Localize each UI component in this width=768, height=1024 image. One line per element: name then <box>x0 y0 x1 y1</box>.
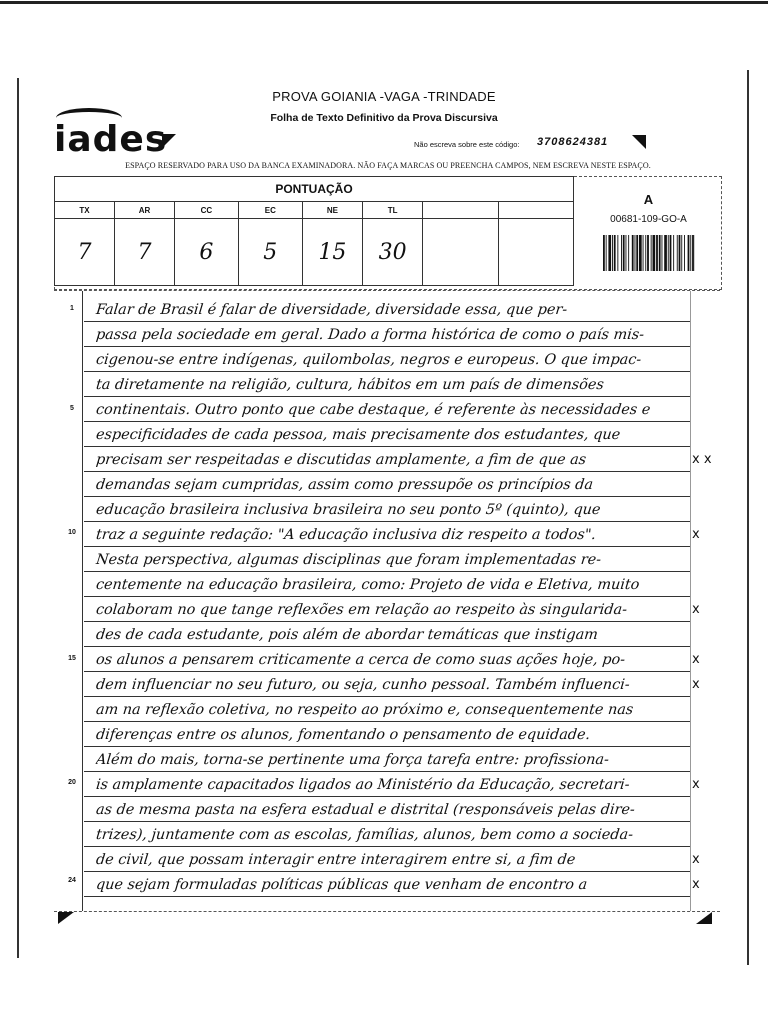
line-number-5: 5 <box>70 405 74 412</box>
answer-line: is amplamente capacitados ligados ao Ministério da Educação, secretari- <box>95 777 631 793</box>
margin-mark: x <box>692 602 700 617</box>
answer-line: educação brasileira inclusiva brasileira no seu ponto 5º (quinto), que <box>95 502 602 518</box>
logo-text: iades <box>54 119 168 160</box>
code-value: 3708624381 <box>537 136 609 148</box>
exam-title: PROVA GOIANIA -VAGA -TRINDADE <box>272 89 496 104</box>
candidate-id: 00681-109-GO-A <box>610 214 687 225</box>
answer-line: que sejam formuladas políticas públicas que venham de encontro a <box>95 877 588 893</box>
answer-line: centemente na educação brasileira, como: Projeto de vida e Eletiva, muito <box>95 577 641 593</box>
score-value-empty-2 <box>498 219 573 286</box>
candidate-box <box>577 176 720 288</box>
right-border <box>747 70 749 965</box>
answer-line: diferenças entre os alunos, fomentando o pensamento de equidade. <box>95 727 591 743</box>
answer-line: dem influenciar no seu futuro, ou seja, cunho pessoal. Também influenci- <box>95 677 631 693</box>
score-value-ar: 7 <box>114 219 174 286</box>
reserved-notice: ESPAÇO RESERVADO PARA USO DA BANCA EXAMINADORA. NÃO FAÇA MARCAS OU PREENCHA CAMPOS, NEM ESCREVA NESTE ESPAÇO. <box>125 161 651 170</box>
answer-line: as de mesma pasta na esfera estadual e distrital (responsáveis pelas dire- <box>95 802 636 818</box>
line-number-20: 20 <box>68 779 76 786</box>
answer-line: des de cada estudante, pois além de abordar temáticas que instigam <box>95 627 599 643</box>
answer-line: Nesta perspectiva, algumas disciplinas que foram implementadas re- <box>95 552 602 568</box>
logo-triangle-icon <box>162 134 176 148</box>
answer-line: traz a seguinte redação: "A educação inclusiva diz respeito a todos". <box>95 527 597 543</box>
margin-mark: x <box>692 652 700 667</box>
score-header-ne: NE <box>302 202 362 219</box>
score-header-ar: AR <box>114 202 174 219</box>
margin-mark: x <box>692 527 700 542</box>
left-border <box>17 78 19 958</box>
answer-line: am na reflexão coletiva, no respeito ao próximo e, consequentemente nas <box>95 702 635 718</box>
answer-line: continentais. Outro ponto que cabe destaque, é referente às necessidades e <box>95 402 652 418</box>
corner-mark-right-icon <box>696 912 712 924</box>
line-number-15: 15 <box>68 655 76 662</box>
score-table <box>54 176 574 286</box>
answer-line: demandas sejam cumpridas, assim como pressupõe os princípios da <box>95 477 594 493</box>
answer-line: trizes), juntamente com as escolas, famílias, alunos, bem como a socieda- <box>95 827 634 843</box>
answer-line: colaboram no que tange reflexões em relação ao respeito às singularida- <box>95 602 628 618</box>
barcode-icon <box>603 235 695 271</box>
answer-area <box>54 290 720 912</box>
score-value-cc: 6 <box>174 219 238 286</box>
score-header-tx: TX <box>55 202 115 219</box>
answer-line: Além do mais, torna-se pertinente uma força tarefa entre: profissiona- <box>95 752 610 768</box>
answer-line: de civil, que possam interagir entre interagirem entre si, a fim de <box>95 852 577 868</box>
line-number-gutter <box>62 291 83 911</box>
code-label: Não escreva sobre este código: <box>414 140 520 149</box>
margin-mark: x <box>692 677 700 692</box>
answer-line: passa pela sociedade em geral. Dado a forma histórica de como o país mis- <box>95 327 645 343</box>
score-value-tl: 30 <box>363 219 423 286</box>
score-header-empty-2 <box>498 202 573 219</box>
answer-line: cigenou-se entre indígenas, quilombolas, negros e europeus. O que impac- <box>95 352 643 368</box>
score-value-ne: 15 <box>302 219 362 286</box>
margin-mark: x <box>692 777 700 792</box>
score-header-ec: EC <box>238 202 302 219</box>
top-border <box>0 1 768 4</box>
score-value-empty-1 <box>423 219 498 286</box>
answer-line: especificidades de cada pessoa, mais precisamente dos estudantes, que <box>95 427 622 443</box>
sheet-title: Folha de Texto Definitivo da Prova Discursiva <box>270 112 498 124</box>
line-number-10: 10 <box>68 529 76 536</box>
line-number-1: 1 <box>70 305 74 312</box>
score-header-tl: TL <box>363 202 423 219</box>
version-letter: A <box>643 192 654 207</box>
score-header-empty-1 <box>423 202 498 219</box>
corner-mark-left-icon <box>58 912 74 924</box>
margin-mark: x x <box>692 452 712 467</box>
answer-line: precisam ser respeitadas e discutidas amplamente, a fim de que as <box>95 452 587 468</box>
score-title: PONTUAÇÃO <box>55 177 574 202</box>
score-header-cc: CC <box>174 202 238 219</box>
line-number-24: 24 <box>68 877 76 884</box>
answer-line: os alunos a pensarem criticamente a cerca de como suas ações hoje, po- <box>95 652 626 668</box>
answer-line: Falar de Brasil é falar de diversidade, diversidade essa, que per- <box>95 302 568 318</box>
score-value-ec: 5 <box>238 219 302 286</box>
margin-mark: x <box>692 877 700 892</box>
answer-line: ta diretamente na religião, cultura, hábitos em um país de dimensões <box>95 377 605 393</box>
margin-mark: x <box>692 852 700 867</box>
score-value-tx: 7 <box>55 219 115 286</box>
code-triangle-icon <box>632 135 646 149</box>
